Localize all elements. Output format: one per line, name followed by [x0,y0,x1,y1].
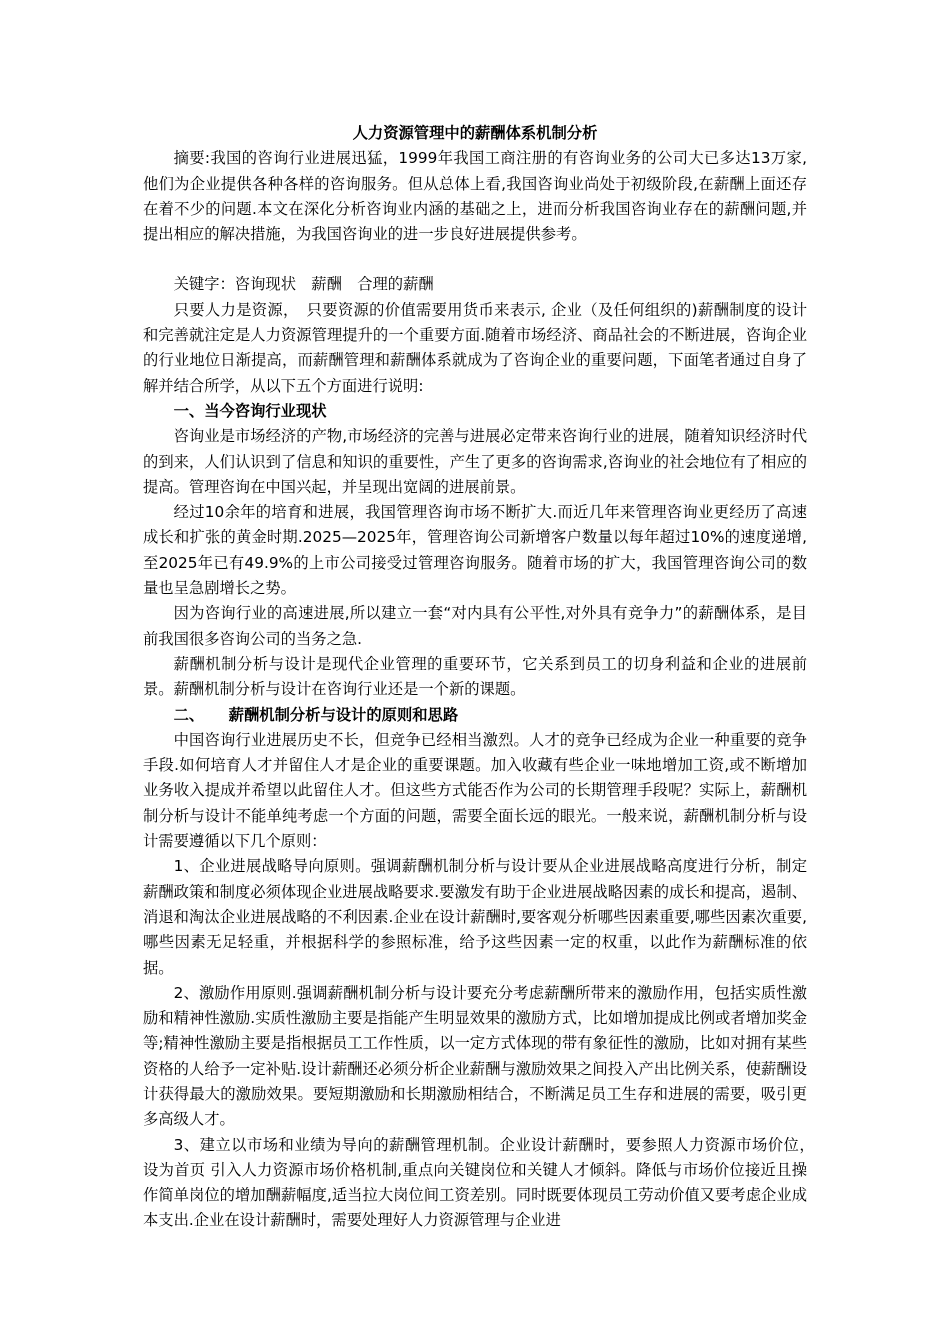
body-paragraph: 经过10余年的培育和进展，我国管理咨询市场不断扩大.而近几年来管理咨询业更经历了高速成长和扩张的黄金时期.2025—2025年，管理咨询公司新增客户数量以每年超过10%的速度递增,至2025年已有49.9%的上市公司接受过管理咨询服务。随着市场的扩大，我国管理咨询公司的数量也呈急剧增长之势。 [143,503,807,598]
keywords-label: 关键字： [173,275,235,294]
body-paragraph: 3、建立以市场和业绩为导向的薪酬管理机制。企业设计薪酬时，要参照人力资源市场价位， 设为首页 引入人力资源市场价格机制,重点向关键岗位和关键人才倾斜。降低与市场价位接近且操作简单岗位的增加酬薪幅度,适当拉大岗位间工资差别。同时既要体现员工劳动价值又要考虑企业成本支出.企业在设计薪酬时，需要处理好人力资源管理与企业进 [143,1135,823,1230]
keyword-item: 咨询现状 [234,275,296,294]
keyword-item: 薪酬 [311,275,342,294]
document-body [143,121,823,1234]
section-heading-text: 薪酬机制分析与设计的原则和思路 [228,705,459,724]
section-heading-number: 二、 [173,705,205,724]
section-heading: 一、当今咨询行业现状 [173,401,327,420]
body-paragraph: 1、企业进展战略导向原则。强调薪酬机制分析与设计要从企业进展战略高度进行分析，制定薪酬政策和制度必须体现企业进展战略要求.要激发有助于企业进展战略因素的成长和提高，遏制、消退和淘汰企业进展战略的不利因素.企业在设计薪酬时,要客观分析哪些因素重要,哪些因素次重要,哪些因素无足轻重，并根据科学的参照标准，给予这些因素一定的权重，以此作为薪酬标准的依据。 [143,857,807,977]
section-heading [143,703,807,728]
body-paragraph: 2、激励作用原则.强调薪酬机制分析与设计要充分考虑薪酬所带来的激励作用，包括实质性激励和精神性激励.实质性激励主要是指能产生明显效果的激励方式，比如增加提成比例或者增加奖金等;精神性激励主要是指根据员工工作性质，以一定方式体现的带有象征性的激励，比如对拥有某些资格的人给予一定补贴.设计薪酬还必须分析企业薪酬与激励效果之间投入产出比例关系，使薪酬设计获得最大的激励效果。要短期激励和长期激励相结合，不断满足员工生存和进展的需要，吸引更多高级人才。 [143,983,807,1129]
keyword-item: 合理的薪酬 [357,275,434,294]
intro-paragraph: 只要人力是资源， 只要资源的价值需要用货币来表示, 企业（及任何组织的)薪酬制度的设计和完善就注定是人力资源管理提升的一个重要方面.随着市场经济、商品社会的不断进展，咨询企业的行业地位日渐提高，而薪酬管理和薪酬体系就成为了咨询企业的重要问题，下面笔者通过自身了解并结合所学，从以下五个方面进行说明: [143,300,807,395]
abstract-paragraph: 摘要:我国的咨询行业进展迅猛，1999年我国工商注册的有咨询业务的公司大已多达13万家,他们为企业提供各种各样的咨询服务。但从总体上看,我国咨询业尚处于初级阶段,在薪酬上面还存在着不少的问题.本文在深化分析咨询业内涵的基础之上，进而分析我国咨询业存在的薪酬问题,并提出相应的解决措施，为我国咨询业的进一步良好进展提供参考。 [143,149,807,244]
blank-line [143,247,807,272]
document-title: 人力资源管理中的薪酬体系机制分析 [352,124,598,142]
body-paragraph: 中国咨询行业进展历史不长，但竞争已经相当激烈。人才的竞争已经成为企业一种重要的竞争手段.如何培育人才并留住人才是企业的重要课题。加入收藏有些企业一味地增加工资,或不断增加业务收入提成并希望以此留住人才。但这些方式能否作为公司的长期管理手段呢？实际上，薪酬机制分析与设计不能单纯考虑一个方面的问题，需要全面长远的眼光。一般来说，薪酬机制分析与设计需要遵循以下几个原则： [143,730,807,851]
keywords-line [143,272,807,297]
body-paragraph: 薪酬机制分析与设计是现代企业管理的重要环节，它关系到员工的切身利益和企业的进展前景。薪酬机制分析与设计在咨询行业还是一个新的课题。 [143,654,807,699]
body-paragraph: 咨询业是市场经济的产物,市场经济的完善与进展必定带来咨询行业的进展，随着知识经济时代的到来，人们认识到了信息和知识的重要性，产生了更多的咨询需求,咨询业的社会地位有了相应的提高。管理咨询在中国兴起，并呈现出宽阔的进展前景。 [143,427,807,496]
body-paragraph: 因为咨询行业的高速进展,所以建立一套“对内具有公平性,对外具有竞争力”的薪酬体系，是目前我国很多咨询公司的当务之急. [143,604,807,648]
